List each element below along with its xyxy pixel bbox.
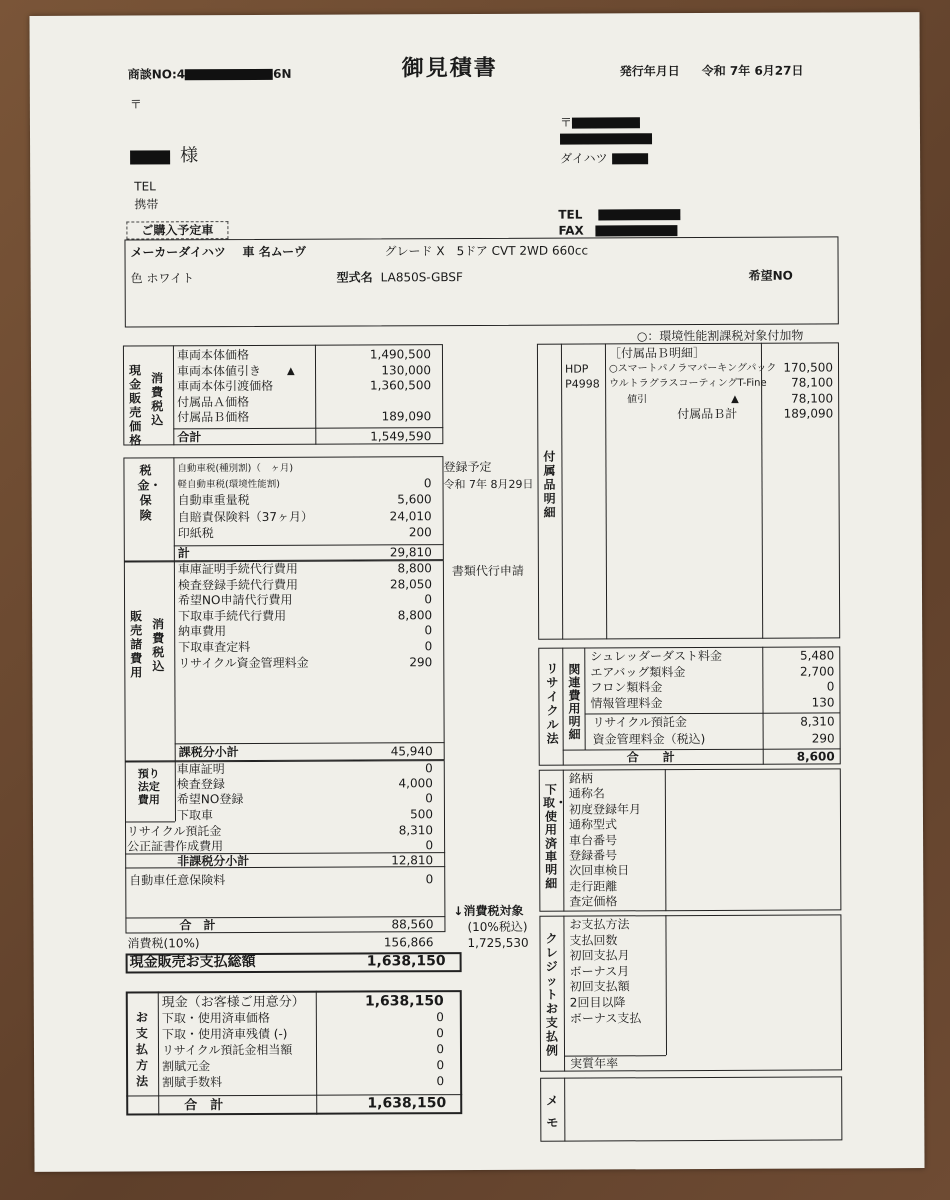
fee-row-label: 納車費用 [178, 624, 227, 639]
payment-row-value: 0 [436, 1058, 445, 1073]
dealer-tel [558, 207, 680, 222]
deposit-row-value: 0 [425, 791, 433, 806]
deal-number [128, 67, 292, 82]
vehicle-section-label: ご購入予定車 [126, 221, 228, 240]
deposit-row-label: 下取車 [176, 807, 214, 822]
payment-total-label: 合 計 [184, 1098, 224, 1114]
payment-row-value: 1,638,150 [364, 993, 444, 1010]
payment-row-value: 0 [436, 1010, 444, 1025]
accessory-total-label: 付属品Ｂ計 [677, 406, 738, 422]
sum-value: 88,560 [391, 917, 434, 932]
price-row-label: 車両本体値引き [177, 363, 262, 378]
payment-row-label: 割賦手数料 [162, 1075, 223, 1090]
issue-date: 令和 7年 6月27日 [701, 63, 804, 79]
credit-rate-label: 実質年率 [570, 1056, 619, 1071]
accessory-value: 170,500 [783, 360, 834, 375]
payment-row-value: 0 [436, 1042, 445, 1057]
deposit-row-label: 車庫証明 [176, 762, 225, 777]
fee-row-value: 0 [424, 639, 433, 654]
accessory-code: HDP [564, 362, 589, 376]
price-tax-label: 消費税込 [151, 371, 164, 428]
consumption-tax-value: 156,866 [383, 935, 434, 950]
price-row-label: 付属品Ｂ価格 [177, 410, 250, 425]
redacted-block [596, 225, 678, 236]
accessory-side-label: 付属品明細 [543, 449, 556, 520]
accessory-name: 値引 [627, 394, 648, 406]
tax-row-label: 自動車重量税 [177, 493, 250, 508]
price-row-label: 付属品Ａ価格 [177, 394, 250, 410]
tax-row-label: 軽自動車税(環境性能割) [177, 479, 280, 491]
recycle-row-label: フロン類料金 [590, 680, 663, 695]
vehicle-grade: グレード X 5ドア CVT 2WD 660cc [384, 243, 589, 259]
redacted-block [598, 209, 680, 220]
taxable-note: (10%税込) [467, 919, 528, 935]
grand-total-value: 1,638,150 [366, 953, 446, 970]
recycle-row-value: 2,700 [799, 664, 835, 679]
dealer-name [560, 151, 648, 166]
deal-number-tail: 6N [273, 66, 292, 81]
vehicle-model: LA850S-GBSF [380, 270, 463, 285]
tradein-field: 銘柄 [568, 771, 593, 786]
redacted-block [572, 117, 640, 128]
fee-subtotal-value: 45,940 [390, 744, 433, 759]
customer-honorific: 様 [180, 145, 199, 167]
tax-row-value: 200 [408, 524, 432, 540]
price-row-label: 車両本体引渡価格 [177, 379, 274, 394]
price-row-value: 189,090 [381, 409, 432, 424]
price-total-label: 合計 [177, 430, 202, 445]
fee-row-label: 下取車査定料 [178, 639, 251, 655]
document-title: 御見積書 [401, 55, 498, 82]
accessory-value: 78,100 [791, 391, 834, 406]
tax-row-label: 自動車税(種別割)（ ヶ月) [177, 462, 294, 475]
credit-field: 初回支払月 [569, 948, 630, 963]
tradein-field: 車台番号 [569, 832, 618, 848]
redacted-block [612, 153, 648, 164]
issue-date-label: 発行年月日 [619, 64, 680, 79]
price-row-value: 1,490,500 [369, 347, 431, 362]
price-row-value: 1,360,500 [369, 378, 432, 393]
tax-side-label: 税金・保険 [137, 463, 162, 523]
recycle-row-label: エアバッグ類料金 [590, 664, 686, 680]
tradein-field: 査定価格 [569, 894, 618, 909]
tax-total-value: 29,810 [389, 545, 432, 560]
accessory-value: 78,100 [791, 375, 834, 391]
deposit-extra-value: 0 [425, 837, 434, 852]
fee-row-value: 8,800 [397, 607, 433, 623]
accessory-code: P4998 [565, 377, 600, 392]
dealer-tel-label: TEL [558, 207, 583, 222]
dealer-address-redacted [560, 133, 652, 144]
fee-row-label: 車庫証明手続代行費用 [177, 561, 298, 577]
vehicle-hope-no: 希望NO [748, 268, 793, 283]
customer-postal: 〒 [129, 97, 142, 112]
price-total-value: 1,549,590 [370, 429, 432, 444]
tradein-field: 登録番号 [569, 848, 618, 863]
memo-side-label: メモ [546, 1093, 559, 1130]
credit-field: お支払方法 [569, 917, 630, 932]
taxable-label: ↓消費税対象 [453, 903, 524, 919]
registration-date: 令和 7年 8月29日 [443, 477, 534, 492]
fee-row-label: 希望NO申請代行費用 [178, 592, 293, 608]
recycle-row-value: 0 [826, 679, 835, 694]
deposit-subtotal-value: 12,810 [391, 853, 434, 868]
registration-label: 登録予定 [443, 459, 492, 475]
credit-field: 2回目以降 [569, 995, 626, 1010]
tax-row-value: 5,600 [397, 492, 432, 507]
credit-side-label: クレジットお支払例 [545, 931, 559, 1058]
accessory-header: ［付属品Ｂ明細］ [608, 346, 706, 361]
insurance-value: 0 [425, 872, 434, 887]
tradein-field: 通称型式 [568, 817, 618, 832]
insurance-label: 自動車任意保険料 [129, 873, 226, 888]
accessory-total-value: 189,090 [783, 406, 834, 421]
redacted-block [185, 69, 273, 80]
deposit-side-label: 預り法定費用 [137, 767, 160, 807]
payment-side-label: お支払方法 [135, 1010, 149, 1089]
payment-row-label: 下取・使用済車価格 [161, 1010, 270, 1026]
tradein-field: 初度登録年月 [568, 802, 641, 817]
price-row-value: 130,000 [381, 362, 432, 378]
fee-row-label: リサイクル資金管理料金 [178, 655, 309, 670]
taxable-value: 1,725,530 [467, 935, 529, 951]
credit-field: 支払回数 [569, 932, 618, 948]
recycle-row-label: リサイクル預託金 [592, 715, 687, 730]
dealer-fax [558, 223, 677, 238]
tax-total-label: 計 [177, 546, 190, 561]
recycle-row-label: シュレッダーダスト料金 [590, 648, 722, 664]
vehicle-color: 色 ホワイト [130, 271, 195, 286]
dealer-fax-label: FAX [558, 223, 584, 238]
recycle-row-value: 290 [811, 731, 835, 746]
deposit-extra-value: 8,310 [398, 823, 434, 838]
recycle-total-value: 8,600 [796, 749, 835, 764]
recycle-side-label: リサイクル法 [546, 661, 559, 746]
price-side-label: 現金販売価格 [128, 363, 142, 448]
deposit-row-value: 4,000 [398, 776, 433, 791]
fee-row-label: 下取車手続代行費用 [178, 608, 287, 624]
credit-field: ボーナス月 [569, 964, 630, 979]
deposit-row-label: 希望NO登録 [176, 792, 244, 807]
accessory-name: ○スマートパノラマパーキングパック [609, 362, 777, 375]
customer-name-redacted [130, 150, 170, 164]
vehicle-car-name: 車 名ムーヴ [242, 244, 307, 260]
recycle-row-value: 8,310 [800, 714, 835, 729]
customer-mobile-label: 携帯 [134, 197, 159, 212]
memo-box [540, 1076, 842, 1141]
tradein-field: 次回車検日 [569, 863, 630, 878]
fee-row-value: 0 [424, 592, 433, 607]
fee-side-label: 販売諸費用 [130, 609, 143, 680]
payment-row-label: 下取・使用済車残債 (-) [161, 1026, 288, 1042]
recycle-row-value: 130 [811, 695, 835, 710]
deposit-subtotal-label: 非課税分小計 [177, 853, 250, 869]
recycle-row-value: 5,480 [799, 648, 835, 663]
grand-total-label: 現金販売お支払総額 [129, 953, 256, 971]
payment-total-value: 1,638,150 [367, 1095, 447, 1112]
payment-row-value: 0 [436, 1074, 445, 1089]
tradein-field: 走行距離 [569, 879, 618, 894]
fee-row-label: 検査登録手続代行費用 [177, 577, 299, 592]
dealer-postal [560, 115, 640, 130]
deal-number-label: 商談NO:4 [127, 67, 186, 82]
tax-row-value: 24,010 [389, 508, 432, 523]
recycle-row-label: 情報管理料金 [590, 695, 663, 711]
vehicle-note: ○：環境性能割課税対象付加物 [636, 328, 804, 344]
triangle-mark-icon: ▲ [287, 365, 295, 377]
fee-subtotal-label: 課税分小計 [178, 745, 239, 760]
recycle-row-label: 資金管理料金（税込) [592, 732, 706, 747]
consumption-tax-label: 消費税(10%) [127, 936, 200, 951]
credit-field: 初回支払額 [569, 979, 630, 994]
tax-row-value: 0 [423, 476, 432, 491]
deposit-row-value: 500 [410, 806, 433, 821]
customer-tel-label: TEL [134, 179, 156, 194]
accessory-name: ウルトラグラスコーティングT-Fine [609, 378, 767, 390]
tax-row-label: 印紙税 [177, 525, 214, 541]
payment-row-label: リサイクル預託金相当額 [161, 1042, 293, 1058]
triangle-mark-icon: ▲ [731, 393, 739, 405]
fee-row-value: 8,800 [397, 561, 432, 576]
payment-row-label: 割賦元金 [162, 1059, 211, 1074]
fee-row-value: 28,050 [389, 576, 432, 591]
deposit-row-value: 0 [425, 761, 433, 776]
deposit-extra-label: リサイクル預託金 [127, 824, 222, 839]
credit-field: ボーナス支払 [569, 1010, 642, 1026]
deposit-extra-label: 公正証書作成費用 [127, 838, 224, 854]
payment-row-label: 現金（お客様ご用意分） [161, 994, 305, 1011]
tradein-side-label: 下取・使用済車明細 [542, 782, 567, 891]
deposit-row-label: 検査登録 [176, 777, 225, 792]
tax-row-label: 自賠責保険料（37ヶ月） [177, 509, 313, 524]
vehicle-model-label: 型式名 [336, 270, 373, 285]
fee-tax-label: 消費税込 [152, 617, 165, 674]
payment-row-value: 0 [436, 1026, 444, 1041]
sum-label: 合 計 [179, 918, 216, 933]
recycle-inner-label: 関連費用明細 [568, 662, 581, 742]
estimate-sheet [29, 12, 924, 1172]
price-row-label: 車両本体価格 [176, 347, 250, 363]
recycle-total-label: 合 計 [626, 750, 675, 765]
tradein-field: 通称名 [568, 786, 605, 801]
fee-row-value: 290 [409, 654, 433, 669]
dealer-name-text: ダイハツ [560, 151, 608, 166]
dealer-postal-mark: 〒 [559, 115, 572, 130]
vehicle-maker: メーカーダイハツ [130, 245, 226, 260]
fee-note: 書類代行申請 [451, 563, 524, 579]
fee-row-value: 0 [424, 623, 433, 638]
